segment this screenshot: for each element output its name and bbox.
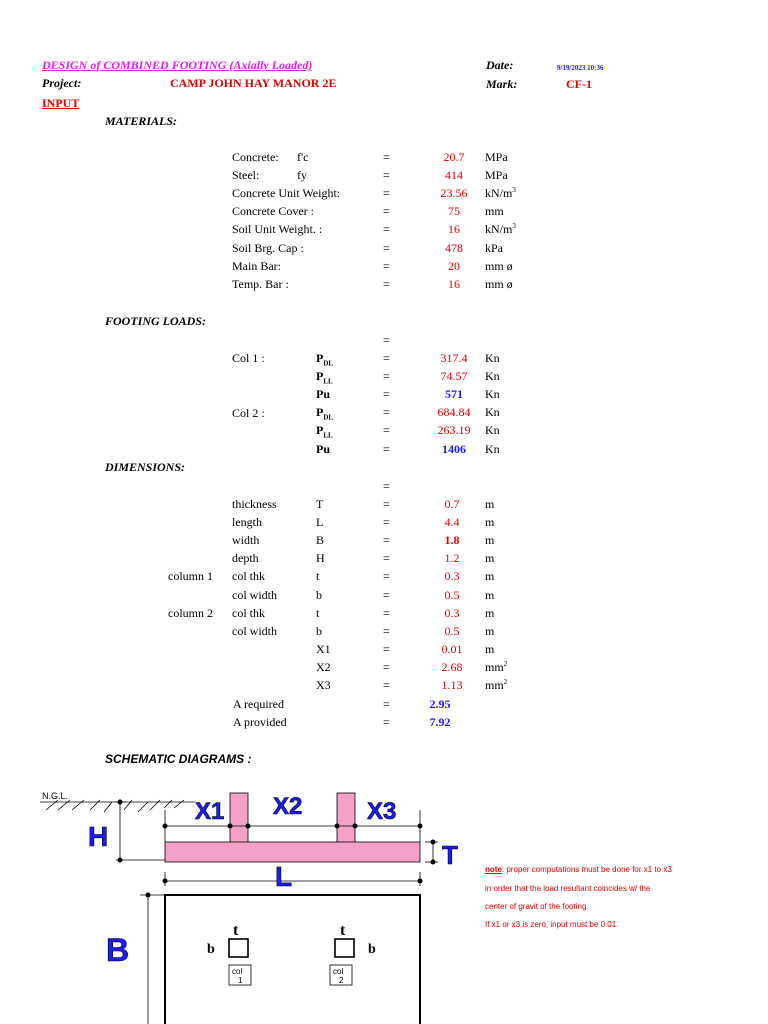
dimension-equals: = [383,551,390,565]
a-required-value: 2.95 [429,697,451,711]
h-label: H [88,821,109,852]
materials-heading: MATERIALS: [105,114,178,128]
material-value: 414 [445,168,463,182]
material-unit: mm ø [485,259,513,273]
l-dim-dot-left [163,879,168,884]
material-symbol: f'c [297,150,309,164]
dimension-label: col width [232,588,277,602]
dimension-symbol: b [316,624,322,638]
column-1-shape [230,793,248,843]
dimension-equals: = [383,515,390,529]
load-symbol-base: P [316,423,324,437]
load-value: 74.57 [440,369,468,383]
plan-t-label-2: t [340,922,346,939]
dimension-value: 1.13 [441,678,463,692]
material-equals: = [383,186,390,200]
material-value: 23.56 [440,186,468,200]
material-label: Concrete Cover : [232,204,314,218]
x3-label: X3 [367,798,397,825]
dimension-label: length [232,515,262,529]
dimension-value: 0.3 [444,569,460,583]
unit-base: mm [485,660,504,674]
load-value: 263.19 [437,423,471,437]
dimension-label: col thk [232,606,265,620]
material-unit [485,186,516,201]
load-symbol-sub: LL [323,431,333,440]
material-unit: mm ø [485,277,513,291]
dimension-label: thickness [232,497,277,511]
mark-value: CF-1 [566,77,592,91]
dimension-equals: = [383,642,390,656]
plan-b-label-2: b [368,942,376,957]
dimension-value: 0.3 [444,606,460,620]
b-dim-dot-top [146,893,151,898]
footing-plan-outline [165,895,420,1024]
load-symbol-sub: LL [323,377,333,386]
dimension-unit: m [485,533,495,547]
dimension-label: width [232,533,260,547]
dimension-unit: m [485,642,495,656]
material-symbol: fy [297,168,307,182]
t-dim-dot-top [431,840,436,845]
load-value: 684.84 [437,405,471,419]
date-label: Date: [486,58,514,72]
page-title: DESIGN of COMBINED FOOTING (Axially Loaded) [42,58,313,72]
load-symbol-base: P [316,405,324,419]
note-line-3: center of gravit of the footing. [485,902,589,911]
schematic-heading: SCHEMATIC DIAGRAMS : [105,752,252,766]
a-required-label: A required [233,697,284,711]
material-equals: = [383,168,390,182]
a-provided-label: A provided [233,715,287,729]
dimension-symbol: b [316,588,322,602]
dimension-value: 2.68 [441,660,463,674]
material-value: 478 [445,241,463,255]
material-label: Main Bar: [232,259,281,273]
material-unit [485,222,516,237]
mark-label: Mark: [486,77,518,91]
load-value: 571 [445,387,463,401]
load-symbol-sub: DL [323,359,334,368]
dimensions-heading: DIMENSIONS: [105,460,186,474]
load-unit: Kn [485,351,500,365]
dimension-equals: = [383,624,390,638]
t-dimension-line [425,842,438,862]
plan-t-label-1: t [233,922,239,939]
material-unit: MPa [485,168,508,182]
dimension-equals: = [383,678,390,692]
dimension-symbol: H [316,551,325,565]
load-unit: Kn [485,387,500,401]
load-unit: Kn [485,423,500,437]
dimension-value: 0.01 [441,642,463,656]
load-equals: = [383,369,390,383]
material-label: Soil Brg. Cap : [232,241,304,255]
col2-label: Col 2 : [232,406,265,420]
dimension-unit: m [485,551,495,565]
dimension-unit: m [485,497,495,511]
load-unit: Kn [485,369,500,383]
h-dim-dot-top [118,800,123,805]
project-label: Project: [42,76,82,90]
load-symbol-base: P [316,351,324,365]
load-value: 1406 [442,442,466,456]
dimension-equals: = [383,606,390,620]
material-value: 20.7 [443,150,465,164]
x-dim-dot-6 [418,824,423,829]
project-name: CAMP JOHN HAY MANOR 2E [170,76,337,90]
dimension-label: col thk [232,569,265,583]
dimension-symbol: X1 [316,642,331,656]
material-equals: = [383,241,390,255]
dimension-unit: m [485,606,495,620]
t-dim-dot-bottom [431,860,436,865]
material-label: Concrete Unit Weight: [232,186,341,200]
dimension-value: 0.7 [444,497,460,511]
dimension-symbol: t [316,569,320,583]
unit-base: mm [485,678,504,692]
load-unit: Kn [485,442,500,456]
ngl-label: N.G.L. [42,791,69,801]
l-dimension-line [165,872,420,886]
load-unit: Kn [485,405,500,419]
material-value: 16 [448,277,460,291]
column-2-shape [337,793,355,843]
dimension-symbol: B [316,533,325,547]
dimension-symbol: L [316,515,324,529]
dimension-equals: = [383,569,390,583]
dimension-unit: m [485,569,495,583]
material-label: Soil Unit Weight. : [232,222,323,236]
load-equals: = [383,351,390,365]
load-symbol-base: P [316,369,324,383]
plan-column-2 [335,939,354,957]
dimension-label: depth [232,551,259,565]
col1-tag-word: col [232,967,243,976]
load-equals: = [383,423,390,437]
load-value: 317.4 [440,351,468,365]
dimensions-blank-equals: = [383,479,390,493]
material-equals: = [383,222,390,236]
load-symbol-base: Pu [316,442,331,456]
footing-slab [165,842,420,862]
load-equals: = [383,387,390,401]
x-dim-dot-4 [335,824,340,829]
h-dimension-line [116,802,165,860]
material-label: Temp. Bar : [232,277,289,291]
dimension-value: 1.8 [444,533,460,547]
dimension-group: column 2 [168,606,213,620]
input-label: INPUT [42,96,80,110]
l-label: L [275,861,293,892]
x-dim-dot-5 [353,824,358,829]
x-dim-dot-2 [228,824,233,829]
load-symbol [316,387,330,402]
note-line-2: in order that the load resultant coincides w/ the [485,884,651,893]
a-provided-value: 7.92 [429,715,451,729]
material-equals: = [383,150,390,164]
load-symbol [316,405,333,421]
load-symbol-base: Pu [316,387,331,401]
unit-base: kN/m [485,186,513,200]
unit-sup: 2 [503,660,508,668]
dimension-symbol: X3 [316,678,331,692]
note-line-1-text: : proper computations must be done for x1 to x3 [501,865,672,874]
material-unit: kPa [485,241,503,255]
dimension-unit: m [485,624,495,638]
x-dim-dot-3 [246,824,251,829]
x2-label: X2 [273,793,303,820]
load-symbol [316,442,330,457]
a-provided-equals: = [383,715,390,729]
dimension-unit [485,678,507,693]
material-equals: = [383,259,390,273]
dimension-group: column 1 [168,569,213,583]
material-equals: = [383,277,390,291]
unit-sup: 3 [512,222,516,230]
dimension-label: col width [232,624,277,638]
b-label: B [106,932,130,968]
col1-tag-number: 1 [238,976,243,985]
x1-label: X1 [195,798,225,825]
dimension-unit: m [485,515,495,529]
dimension-value: 4.4 [444,515,460,529]
unit-base: kN/m [485,222,513,236]
dimension-unit [485,660,507,675]
material-value: 16 [448,222,460,236]
plan-column-1 [229,939,248,957]
date-value: 9/19/2023 10:36 [557,64,604,72]
x-dim-dot-1 [163,824,168,829]
load-symbol [316,351,333,367]
col2-tag-word: col [333,967,344,976]
col1-label: Col 1 : [232,351,265,365]
material-equals: = [383,204,390,218]
l-dim-dot-right [418,879,423,884]
dimension-symbol: T [316,497,324,511]
dimension-equals: = [383,533,390,547]
material-value: 20 [448,259,460,273]
dimension-value: 0.5 [444,624,460,638]
schematic-diagram [0,780,768,1024]
dimension-equals: = [383,588,390,602]
dimension-symbol: t [316,606,320,620]
b-dimension-line [140,895,165,1024]
unit-sup: 2 [503,678,508,686]
dimension-unit: m [485,588,495,602]
t-label: T [442,840,458,870]
plan-b-label-1: b [207,942,215,957]
material-unit: mm [485,204,504,218]
dimension-symbol: X2 [316,660,331,674]
dimension-value: 0.5 [444,588,460,602]
dimension-value: 1.2 [444,551,460,565]
load-symbol [316,369,333,385]
material-label: Concrete: [232,150,279,164]
note-line-4: If x1 or x3 is zero, input must be 0.01. [485,920,619,929]
material-value: 75 [448,204,460,218]
note-line-1 [485,865,672,874]
load-symbol [316,423,333,439]
note-word: note [485,865,502,874]
col2-tag-number: 2 [339,976,344,985]
unit-sup: 3 [512,186,516,194]
dimension-equals: = [383,497,390,511]
material-label: Steel: [232,168,260,182]
load-equals: = [383,405,390,419]
load-symbol-sub: DL [323,413,334,422]
load-equals: = [383,442,390,456]
dimension-equals: = [383,660,390,674]
loads-heading: FOOTING LOADS: [105,314,207,328]
loads-blank-equals: = [383,333,390,347]
material-unit: MPa [485,150,508,164]
a-required-equals: = [383,697,390,711]
h-dim-dot-bottom [118,858,123,863]
